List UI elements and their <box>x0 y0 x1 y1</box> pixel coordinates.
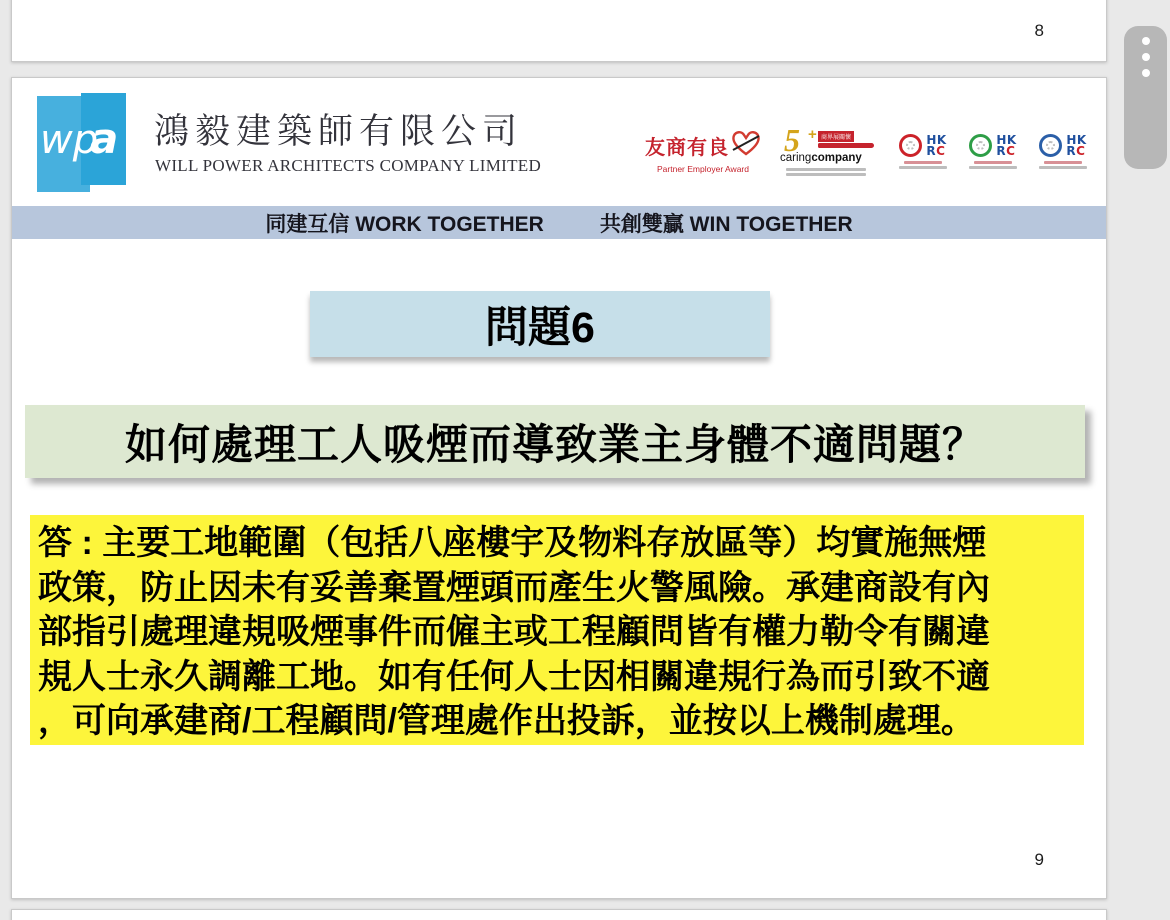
hkqaa-top: HK <box>996 132 1017 147</box>
hkqaa-mark-icon <box>926 132 947 158</box>
caring-company-swoosh-icon <box>818 143 874 148</box>
cert-circle-detail <box>906 141 915 150</box>
fine-print-line <box>786 168 867 171</box>
grip-dot-icon <box>1142 53 1150 61</box>
certification-pair <box>969 134 1016 157</box>
answer-line: 規人士永久調離工地。如有任何人士因相關違規行為而引致不適 <box>38 657 990 696</box>
fine-print-line <box>1044 161 1081 164</box>
heart-icon <box>731 130 761 161</box>
hkqaa-top: HK <box>1066 132 1087 147</box>
scrollbar-thumb[interactable] <box>1124 26 1167 169</box>
awards-row <box>644 122 1092 186</box>
logo-wp-text: wp <box>40 117 99 163</box>
hkqaa-bottom-red: C <box>1006 143 1016 158</box>
answer-box <box>30 515 1084 745</box>
question-text: 如何處理工人吸煙而導致業主身體不適問題？ <box>124 420 985 468</box>
slide-page-9[interactable] <box>11 77 1107 899</box>
hkqaa-bottom-blue: R <box>926 143 937 158</box>
hkqaa-bottom-red: C <box>1076 143 1086 158</box>
certification-pair <box>899 134 946 157</box>
hkqaa-bottom <box>996 143 1016 158</box>
slogan-banner <box>12 206 1106 239</box>
slogan-work-together: 同建互信 WORK TOGETHER <box>265 212 544 236</box>
cert-circle-detail <box>1046 141 1055 150</box>
caring-company-badge: 商界展關懷 <box>818 131 854 142</box>
caring-company-name <box>780 152 862 164</box>
certification-pair <box>1039 134 1086 157</box>
company-name-english: WILL POWER ARCHITECTS COMPANY LIMITED <box>155 156 542 175</box>
page-number-8: 8 <box>1034 21 1044 40</box>
hkqaa-top: HK <box>926 132 947 147</box>
answer-line: ，可向承建商/工程顧問/管理處作出投訴，並按以上機制處理。 <box>38 702 975 740</box>
grip-dot-icon <box>1142 69 1150 77</box>
answer-line: 答 : 主要工地範圍（包括八座樓宇及物料存放區等）均實施無煙 <box>38 524 987 562</box>
hkqaa-bottom <box>1066 143 1086 158</box>
certification-mark-1 <box>894 134 952 169</box>
caring-company-plus: + <box>808 126 817 143</box>
hkqaa-mark-icon <box>1066 132 1087 158</box>
answer-line: 政策，防止因未有妥善棄置煙頭而產生火警風險。承建商設有內 <box>38 568 990 607</box>
question-bar <box>25 405 1085 478</box>
partner-employer-award-logo <box>644 130 762 174</box>
slide-page-8[interactable] <box>11 0 1107 62</box>
slogan-win-together: 共創雙贏 WIN TOGETHER <box>599 212 853 236</box>
cert-fine-print <box>1037 161 1089 169</box>
fine-print-line <box>974 161 1011 164</box>
certification-mark-3 <box>1034 134 1092 169</box>
cert-fine-print <box>897 161 949 169</box>
caring-company-5: 5 <box>784 122 800 158</box>
fine-print-line <box>786 173 867 176</box>
page-number-9: 9 <box>1034 850 1044 869</box>
logo-a-text: a <box>90 114 119 163</box>
hkqaa-bottom-blue: R <box>996 143 1007 158</box>
question-number-box <box>310 291 770 357</box>
hkqaa-bottom-red: C <box>936 143 946 158</box>
caring-company-logo <box>778 122 878 186</box>
certification-marks <box>894 134 1092 169</box>
company-name-chinese: 鴻毅建築師有限公司 <box>154 112 524 151</box>
caring-company-name-bold: company <box>811 152 862 164</box>
cert-circle-red-icon <box>899 134 922 157</box>
hkqaa-mark-icon <box>996 132 1017 158</box>
hkqaa-bottom <box>926 143 946 158</box>
fine-print-line <box>899 166 947 169</box>
fine-print-line <box>1039 166 1087 169</box>
caring-company-name-light: caring <box>780 152 812 164</box>
answer-line: 部指引處理違規吸煙事件而僱主或工程顧問皆有權力勒令有關違 <box>38 613 990 651</box>
partner-employer-award-caption: Partner Employer Award <box>657 164 749 174</box>
grip-dot-icon <box>1142 37 1150 45</box>
cert-circle-blue-icon <box>1039 134 1062 157</box>
cert-circle-detail <box>976 141 985 150</box>
partner-employer-award-title-row <box>644 130 762 161</box>
certification-mark-2 <box>964 134 1022 169</box>
slide-page-10[interactable] <box>11 909 1107 920</box>
wpa-logo <box>37 93 127 193</box>
cert-fine-print <box>967 161 1019 169</box>
fine-print-line <box>969 166 1017 169</box>
caring-company-fine-print <box>782 168 870 176</box>
question-number-text: 問題6 <box>485 303 595 352</box>
partner-employer-award-chinese: 友商有良 <box>645 137 729 159</box>
fine-print-line <box>904 161 941 164</box>
hkqaa-bottom-blue: R <box>1066 143 1077 158</box>
cert-circle-green-icon <box>969 134 992 157</box>
